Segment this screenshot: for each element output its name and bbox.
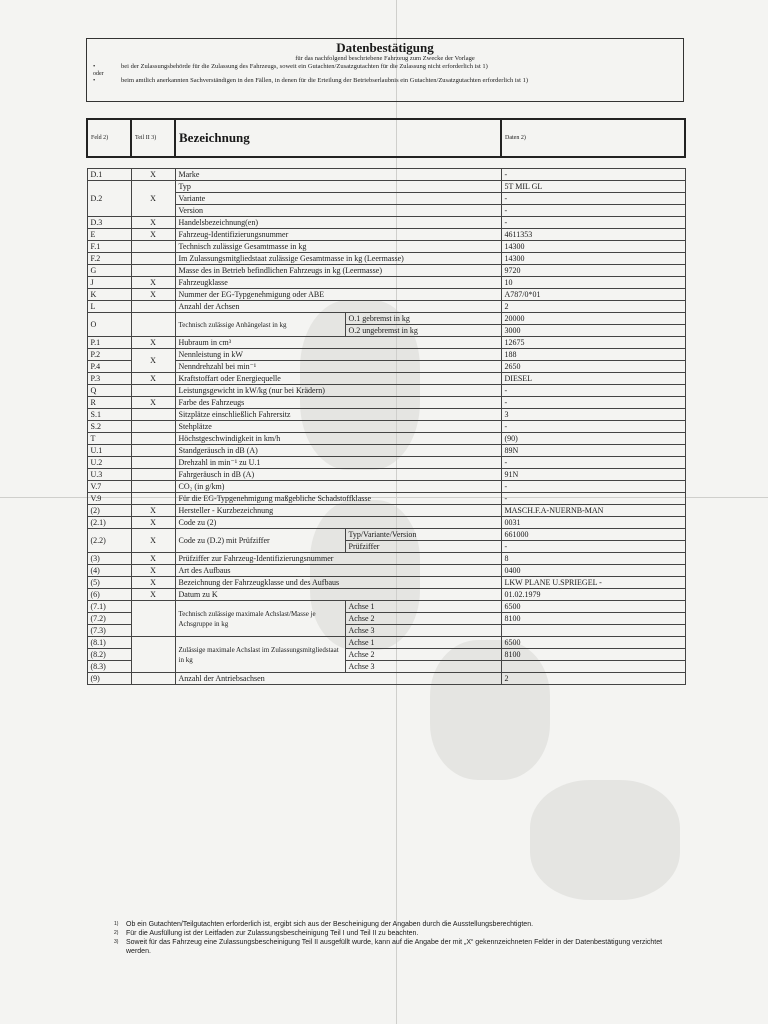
value-cell: - bbox=[501, 169, 685, 181]
feld-cell: P.3 bbox=[87, 373, 131, 385]
value-cell: 6500 bbox=[501, 601, 685, 613]
table-row bbox=[87, 637, 685, 649]
value-cell: 188 bbox=[501, 349, 685, 361]
sublabel-cell: O.2 ungebremst in kg bbox=[345, 325, 501, 337]
feld-cell: (7.1) bbox=[87, 601, 131, 613]
teil-mark bbox=[131, 493, 175, 505]
feld-cell: S.1 bbox=[87, 409, 131, 421]
teil-mark bbox=[131, 481, 175, 493]
value-cell: MASCH.F.A-NUERNB-MAN bbox=[501, 505, 685, 517]
feld-cell: S.2 bbox=[87, 421, 131, 433]
label-cell: Stehplätze bbox=[175, 421, 501, 433]
value-cell: 6500 bbox=[501, 637, 685, 649]
teil-mark: X bbox=[131, 181, 175, 217]
value-cell: 01.02.1979 bbox=[501, 589, 685, 601]
teil-mark: X bbox=[131, 349, 175, 373]
teil-mark bbox=[131, 421, 175, 433]
label-cell: Code zu (D.2) mit Prüfziffer bbox=[175, 529, 345, 553]
feld-cell: G bbox=[87, 265, 131, 277]
feld-cell: F.1 bbox=[87, 241, 131, 253]
label-cell: Im Zulassungsmitgliedstaat zulässige Gesamtmasse in kg (Leermasse) bbox=[175, 253, 501, 265]
table-row bbox=[87, 265, 685, 277]
value-cell: 0400 bbox=[501, 565, 685, 577]
feld-cell: V.7 bbox=[87, 481, 131, 493]
table-row bbox=[87, 241, 685, 253]
table-row bbox=[87, 517, 685, 529]
spacer bbox=[87, 157, 685, 169]
sublabel-cell: O.1 gebremst in kg bbox=[345, 313, 501, 325]
label-cell: Datum zu K bbox=[175, 589, 501, 601]
table-row bbox=[87, 253, 685, 265]
table-row bbox=[87, 397, 685, 409]
feld-cell: K bbox=[87, 289, 131, 301]
table-row bbox=[87, 673, 685, 685]
teil-mark bbox=[131, 265, 175, 277]
table-row bbox=[87, 505, 685, 517]
feld-cell: O bbox=[87, 313, 131, 337]
table-row bbox=[87, 601, 685, 613]
table-row bbox=[87, 349, 685, 361]
teil-mark: X bbox=[131, 169, 175, 181]
feld-cell: D.2 bbox=[87, 181, 131, 217]
label-cell: Anzahl der Achsen bbox=[175, 301, 501, 313]
value-cell: 2 bbox=[501, 673, 685, 685]
feld-cell: (2) bbox=[87, 505, 131, 517]
value-cell: 9720 bbox=[501, 265, 685, 277]
value-cell: DIESEL bbox=[501, 373, 685, 385]
feld-cell: (4) bbox=[87, 565, 131, 577]
table-row bbox=[87, 433, 685, 445]
label-cell: Hubraum in cm³ bbox=[175, 337, 501, 349]
feld-cell: (7.2) bbox=[87, 613, 131, 625]
teil-mark: X bbox=[131, 565, 175, 577]
col-daten-header: Daten 2) bbox=[501, 119, 685, 157]
table-row bbox=[87, 193, 685, 205]
label-cell: Nummer der EG-Typgenehmigung oder ABE bbox=[175, 289, 501, 301]
col-teil-header: Teil II 3) bbox=[131, 119, 175, 157]
label-cell: Zulässige maximale Achslast im Zulassungsmitgliedstaat in kg bbox=[175, 637, 345, 673]
value-cell: 8100 bbox=[501, 649, 685, 661]
footnote-3: 3) Soweit für das Fahrzeug eine Zulassungsbescheinigung Teil II ausgefüllt wurde, kann auf die Angabe der mit „X“ gekennzeichneten Felder in der Datenbestätigung verzichtet werden. bbox=[114, 939, 663, 955]
table-row bbox=[87, 217, 685, 229]
teil-mark bbox=[131, 673, 175, 685]
value-cell: 89N bbox=[501, 445, 685, 457]
value-cell: 20000 bbox=[501, 313, 685, 325]
value-cell bbox=[501, 625, 685, 637]
label-cell: Leistungsgewicht in kW/kg (nur bei Krädern) bbox=[175, 385, 501, 397]
feld-cell: (2.2) bbox=[87, 529, 131, 553]
feld-cell: (3) bbox=[87, 553, 131, 565]
feld-cell: T bbox=[87, 433, 131, 445]
value-cell: 3 bbox=[501, 409, 685, 421]
table-row bbox=[87, 289, 685, 301]
feld-cell: R bbox=[87, 397, 131, 409]
axle-label: Achse 3 bbox=[345, 661, 501, 673]
teil-mark: X bbox=[131, 289, 175, 301]
header-option-2: • beim amtlich anerkannten Sachverständigen in den Fällen, in denen für die Erteilung der Betriebserlaubnis ein Gutachten/Zusatzgutachten erforderlich ist 1) bbox=[93, 77, 529, 84]
value-cell: - bbox=[501, 541, 685, 553]
table-row bbox=[87, 181, 685, 193]
value-cell: 91N bbox=[501, 469, 685, 481]
teil-mark: X bbox=[131, 217, 175, 229]
value-cell: 4611353 bbox=[501, 229, 685, 241]
feld-cell: E bbox=[87, 229, 131, 241]
table-row bbox=[87, 445, 685, 457]
feld-cell: U.3 bbox=[87, 469, 131, 481]
table-row bbox=[87, 205, 685, 217]
label-cell: Anzahl der Antriebsachsen bbox=[175, 673, 501, 685]
feld-cell: (8.1) bbox=[87, 637, 131, 649]
teil-mark: X bbox=[131, 277, 175, 289]
document-title: Datenbestätigung bbox=[336, 40, 434, 55]
table-row bbox=[87, 337, 685, 349]
feld-cell: (6) bbox=[87, 589, 131, 601]
table-row bbox=[87, 301, 685, 313]
label-cell: Fahrgeräusch in dB (A) bbox=[175, 469, 501, 481]
table-row bbox=[87, 481, 685, 493]
feld-cell: U.2 bbox=[87, 457, 131, 469]
label-cell: Fahrzeug-Identifizierungsnummer bbox=[175, 229, 501, 241]
table-row bbox=[87, 361, 685, 373]
feld-cell: Q bbox=[87, 385, 131, 397]
axle-label: Achse 2 bbox=[345, 613, 501, 625]
teil-mark bbox=[131, 313, 175, 337]
feld-cell: J bbox=[87, 277, 131, 289]
table-row bbox=[87, 565, 685, 577]
teil-mark: X bbox=[131, 577, 175, 589]
stamp-stain bbox=[530, 780, 680, 900]
label-cell: Masse des in Betrieb befindlichen Fahrzeugs in kg (Leermasse) bbox=[175, 265, 501, 277]
teil-mark bbox=[131, 457, 175, 469]
teil-mark bbox=[131, 469, 175, 481]
value-cell: 14300 bbox=[501, 253, 685, 265]
teil-mark bbox=[131, 385, 175, 397]
label-cell: Nenndrehzahl bei min⁻¹ bbox=[175, 361, 501, 373]
table-row bbox=[87, 313, 685, 325]
label-cell: Handelsbezeichnung(en) bbox=[175, 217, 501, 229]
value-cell: 8 bbox=[501, 553, 685, 565]
value-cell: 10 bbox=[501, 277, 685, 289]
teil-mark: X bbox=[131, 337, 175, 349]
value-cell: 3000 bbox=[501, 325, 685, 337]
label-cell: Technisch zulässige Anhängelast in kg bbox=[175, 313, 345, 337]
value-cell: - bbox=[501, 421, 685, 433]
table-row bbox=[87, 457, 685, 469]
feld-cell: (7.3) bbox=[87, 625, 131, 637]
teil-mark bbox=[131, 601, 175, 637]
table-row bbox=[87, 385, 685, 397]
table-row bbox=[87, 589, 685, 601]
teil-mark bbox=[131, 433, 175, 445]
sublabel-cell: Typ/Variante/Version bbox=[345, 529, 501, 541]
teil-mark bbox=[131, 241, 175, 253]
value-cell bbox=[501, 661, 685, 673]
value-cell: - bbox=[501, 457, 685, 469]
feld-cell: (8.3) bbox=[87, 661, 131, 673]
table-row bbox=[87, 169, 685, 181]
teil-mark bbox=[131, 409, 175, 421]
feld-cell: P.2 bbox=[87, 349, 131, 361]
label-cell: Farbe des Fahrzeugs bbox=[175, 397, 501, 409]
label-cell: Code zu (2) bbox=[175, 517, 501, 529]
header-box bbox=[86, 38, 684, 102]
teil-mark: X bbox=[131, 229, 175, 241]
table-row bbox=[87, 493, 685, 505]
col-feld-header: Feld 2) bbox=[87, 119, 131, 157]
label-cell: Sitzplätze einschließlich Fahrersitz bbox=[175, 409, 501, 421]
teil-mark bbox=[131, 637, 175, 673]
value-cell: - bbox=[501, 493, 685, 505]
label-cell: Kraftstoffart oder Energiequelle bbox=[175, 373, 501, 385]
teil-mark: X bbox=[131, 397, 175, 409]
axle-label: Achse 1 bbox=[345, 601, 501, 613]
axle-label: Achse 3 bbox=[345, 625, 501, 637]
data-table bbox=[86, 118, 686, 685]
feld-cell: F.2 bbox=[87, 253, 131, 265]
value-cell: A787/0*01 bbox=[501, 289, 685, 301]
label-cell: Technisch zulässige Gesamtmasse in kg bbox=[175, 241, 501, 253]
value-cell: 8100 bbox=[501, 613, 685, 625]
value-cell: 5T MIL GL bbox=[501, 181, 685, 193]
value-cell: - bbox=[501, 205, 685, 217]
teil-mark: X bbox=[131, 553, 175, 565]
feld-cell: (8.2) bbox=[87, 649, 131, 661]
feld-cell: (2.1) bbox=[87, 517, 131, 529]
axle-label: Achse 2 bbox=[345, 649, 501, 661]
teil-mark: X bbox=[131, 529, 175, 553]
feld-cell: L bbox=[87, 301, 131, 313]
label-cell: Standgeräusch in dB (A) bbox=[175, 445, 501, 457]
table-row bbox=[87, 373, 685, 385]
feld-cell: V.9 bbox=[87, 493, 131, 505]
teil-mark bbox=[131, 301, 175, 313]
feld-cell: (5) bbox=[87, 577, 131, 589]
value-cell: 14300 bbox=[501, 241, 685, 253]
value-cell: 0031 bbox=[501, 517, 685, 529]
feld-cell: P.1 bbox=[87, 337, 131, 349]
value-cell: 661000 bbox=[501, 529, 685, 541]
label-cell: Typ bbox=[175, 181, 501, 193]
sublabel-cell: Prüfziffer bbox=[345, 541, 501, 553]
footnote-1: 1) Ob ein Gutachten/Teilgutachten erforderlich ist, ergibt sich aus der Bescheinigung der Angaben durch die Ausstellungsberechtigten. bbox=[114, 921, 534, 928]
label-cell: CO₂ (in g/km) bbox=[175, 481, 501, 493]
value-cell: - bbox=[501, 193, 685, 205]
table-row bbox=[87, 577, 685, 589]
value-cell: - bbox=[501, 385, 685, 397]
label-cell: Variante bbox=[175, 193, 501, 205]
table-header-row bbox=[87, 119, 685, 157]
table-row bbox=[87, 421, 685, 433]
document-subtitle: für das nachfolgend beschriebene Fahrzeug zum Zwecke der Vorlage bbox=[295, 55, 475, 62]
header-option-1: • bei der Zulassungsbehörde für die Zulassung des Fahrzeugs, soweit ein Gutachten/Zusatzgutachten für die Zulassung nicht erforderlich ist 1) bbox=[93, 63, 488, 70]
value-cell: 2 bbox=[501, 301, 685, 313]
feld-cell: P.4 bbox=[87, 361, 131, 373]
label-cell: Prüfziffer zur Fahrzeug-Identifizierungsnummer bbox=[175, 553, 501, 565]
teil-mark: X bbox=[131, 373, 175, 385]
label-cell: Drehzahl in min⁻¹ zu U.1 bbox=[175, 457, 501, 469]
axle-label: Achse 1 bbox=[345, 637, 501, 649]
value-cell: - bbox=[501, 217, 685, 229]
label-cell: Version bbox=[175, 205, 501, 217]
teil-mark: X bbox=[131, 517, 175, 529]
feld-cell: D.1 bbox=[87, 169, 131, 181]
label-cell: Für die EG-Typgenehmigung maßgebliche Schadstoffklasse bbox=[175, 493, 501, 505]
footnotes bbox=[114, 920, 674, 956]
value-cell: 2650 bbox=[501, 361, 685, 373]
label-cell: Marke bbox=[175, 169, 501, 181]
label-cell: Art des Aufbaus bbox=[175, 565, 501, 577]
label-cell: Bezeichnung der Fahrzeugklasse und des Aufbaus bbox=[175, 577, 501, 589]
label-cell: Technisch zulässige maximale Achslast/Masse je Achsgruppe in kg bbox=[175, 601, 345, 637]
label-cell: Höchstgeschwindigkeit in km/h bbox=[175, 433, 501, 445]
value-cell: (90) bbox=[501, 433, 685, 445]
teil-mark: X bbox=[131, 505, 175, 517]
feld-cell: U.1 bbox=[87, 445, 131, 457]
feld-cell: (9) bbox=[87, 673, 131, 685]
value-cell: LKW PLANE U.SPRIEGEL - bbox=[501, 577, 685, 589]
table-row bbox=[87, 229, 685, 241]
table-row bbox=[87, 529, 685, 541]
table-row bbox=[87, 409, 685, 421]
teil-mark bbox=[131, 253, 175, 265]
table-row bbox=[87, 553, 685, 565]
footnote-2: 2) Für die Ausfüllung ist der Leitfaden zur Zulassungsbescheinigung Teil I und Teil II zu beachten. bbox=[114, 930, 419, 937]
col-bezeichnung-header: Bezeichnung bbox=[175, 119, 501, 157]
teil-mark bbox=[131, 445, 175, 457]
table-row bbox=[87, 469, 685, 481]
label-cell: Nennleistung in kW bbox=[175, 349, 501, 361]
header-oder: oder bbox=[93, 71, 104, 77]
value-cell: - bbox=[501, 397, 685, 409]
feld-cell: D.3 bbox=[87, 217, 131, 229]
value-cell: 12675 bbox=[501, 337, 685, 349]
label-cell: Fahrzeugklasse bbox=[175, 277, 501, 289]
teil-mark: X bbox=[131, 589, 175, 601]
table-row bbox=[87, 277, 685, 289]
value-cell: - bbox=[501, 481, 685, 493]
label-cell: Hersteller - Kurzbezeichnung bbox=[175, 505, 501, 517]
